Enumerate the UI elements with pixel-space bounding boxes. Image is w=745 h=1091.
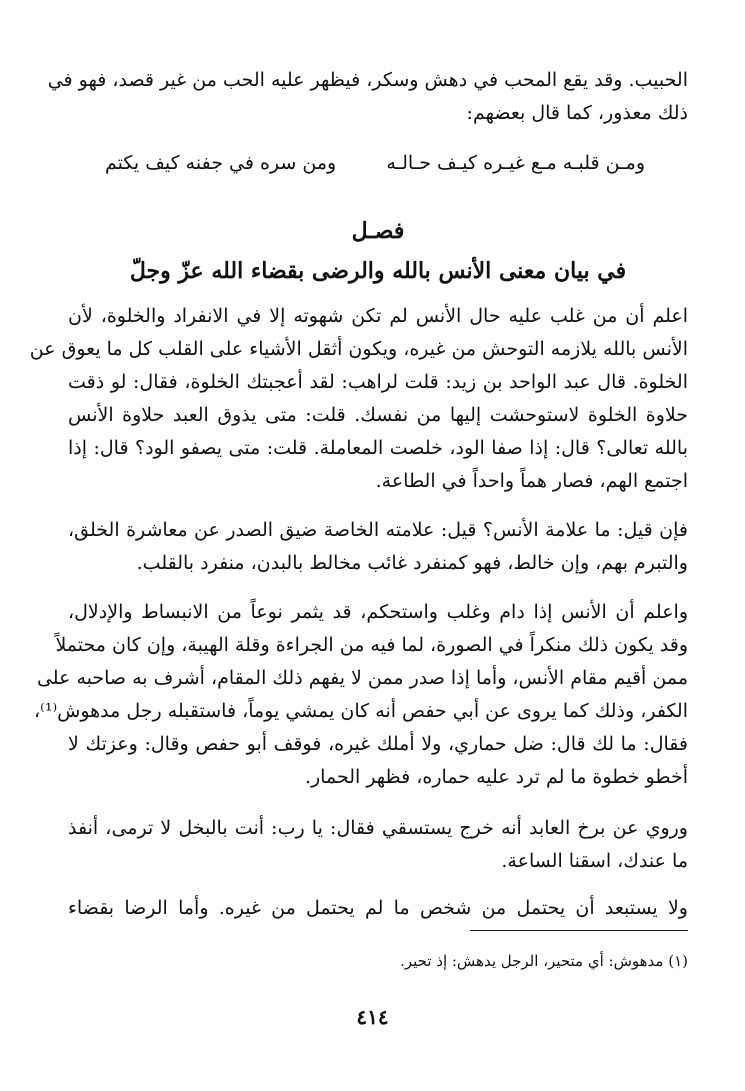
- text-line: ولا يستبعد أن يحتمل من شخص ما لم يحتمل من غيره. وأما الرضا بقضاء: [68, 897, 688, 919]
- paragraph-1: [29, 300, 688, 498]
- text-line: اعلم أن من غلب عليه حال الأنس لم تكن شهوته إلا في الانفراد والخلوة، لأن: [68, 305, 688, 327]
- text-line: وقد يكون ذلك منكراً في الصورة، لما فيه من الجراءة وقلة الهيبة، وإن كان محتملاً: [55, 634, 688, 656]
- verse-first-hemistich: ومـن قلبـه مـع غيـره كيـف حـالـه: [386, 152, 645, 174]
- text-line: حلاوة الخلوة لاستوحشت إليها من نفسك. قلت: متى يذوق العبد حلاوة الأنس: [68, 404, 688, 426]
- text-line: أخطو خطوة ما لم ترد عليه حماره، فظهر الحمار.: [304, 766, 688, 788]
- text-line: اجتمع الهم، فصار هماً واحداً في الطاعة.: [375, 470, 688, 492]
- text-line: وروي عن برخ العابد أنه خرج يستسقي فقال: يا رب: أنت بالبخل لا ترمى، أنفذ: [68, 817, 688, 839]
- intro-paragraph: [47, 64, 688, 130]
- section-title: في بيان معنى الأنس بالله والرضى بقضاء الله عزّ وجلّ: [129, 258, 627, 284]
- poetry-verse: [105, 146, 645, 180]
- text-line: ما عندك، اسقنا الساعة.: [501, 850, 688, 872]
- text-line: الخلوة. قال عبد الواحد بن زيد: قلت لراهب: لقد أعجبتك الخلوة، فقال: لو ذقت: [68, 371, 688, 393]
- verse-second-hemistich: ومن سره في جفنه كيف يكتم: [105, 152, 337, 174]
- text-line: فإن قيل: ما علامة الأنس؟ قيل: علامته الخاصة ضيق الصدر عن معاشرة الخلق،: [68, 519, 688, 541]
- footnote: (١) مدهوش: أي متحير، الرجل يدهش: إذ تحير.: [400, 952, 688, 970]
- paragraph-3: [34, 596, 688, 794]
- paragraph-5: [68, 892, 688, 925]
- text-line: بالله تعالى؟ قال: إذا صفا الود، خلصت المعاملة. قلت: متى يصفو الود؟ قال: إذا: [68, 437, 688, 459]
- text-line: ذلك معذور، كما قال بعضهم:: [466, 102, 688, 124]
- text-line: الكفر، وذلك كما يروى عن أبي حفص أنه كان يمشي يوماً، فاستقبله رجل مدهوش⁽¹⁾،: [34, 700, 688, 722]
- text-line: والتبرم بهم، وإن خالط، فهو كمنفرد غائب مخالط بالبدن، منفرد بالقلب.: [136, 552, 688, 574]
- text-line: الحبيب. وقد يقع المحب في دهش وسكر، فيظهر عليه الحب من غير قصد، فهو في: [47, 69, 688, 91]
- text-line: واعلم أن الأنس إذا دام وغلب واستحكم، قد يثمر نوعاً من الانبساط والإدلال،: [68, 601, 688, 623]
- paragraph-2: [68, 514, 688, 580]
- paragraph-4: [68, 812, 688, 878]
- text-line: ممن أقيم مقام الأنس، وأما إذا صدر ممن لا يفهم ذلك المقام، أشرف به صاحبه على: [36, 667, 688, 689]
- section-label: فصـل: [351, 218, 405, 244]
- text-line: الأنس بالله يلازمه التوحش من غيره، ويكون أثقل الأشياء على القلب كل ما يعوق عن: [29, 338, 688, 360]
- page-number: ٤١٤: [356, 1005, 389, 1029]
- footnote-divider: [470, 930, 688, 931]
- text-line: فقال: ما لك قال: ضل حماري، ولا أملك غيره، فوقف أبو حفص وقال: وعزتك لا: [68, 733, 688, 755]
